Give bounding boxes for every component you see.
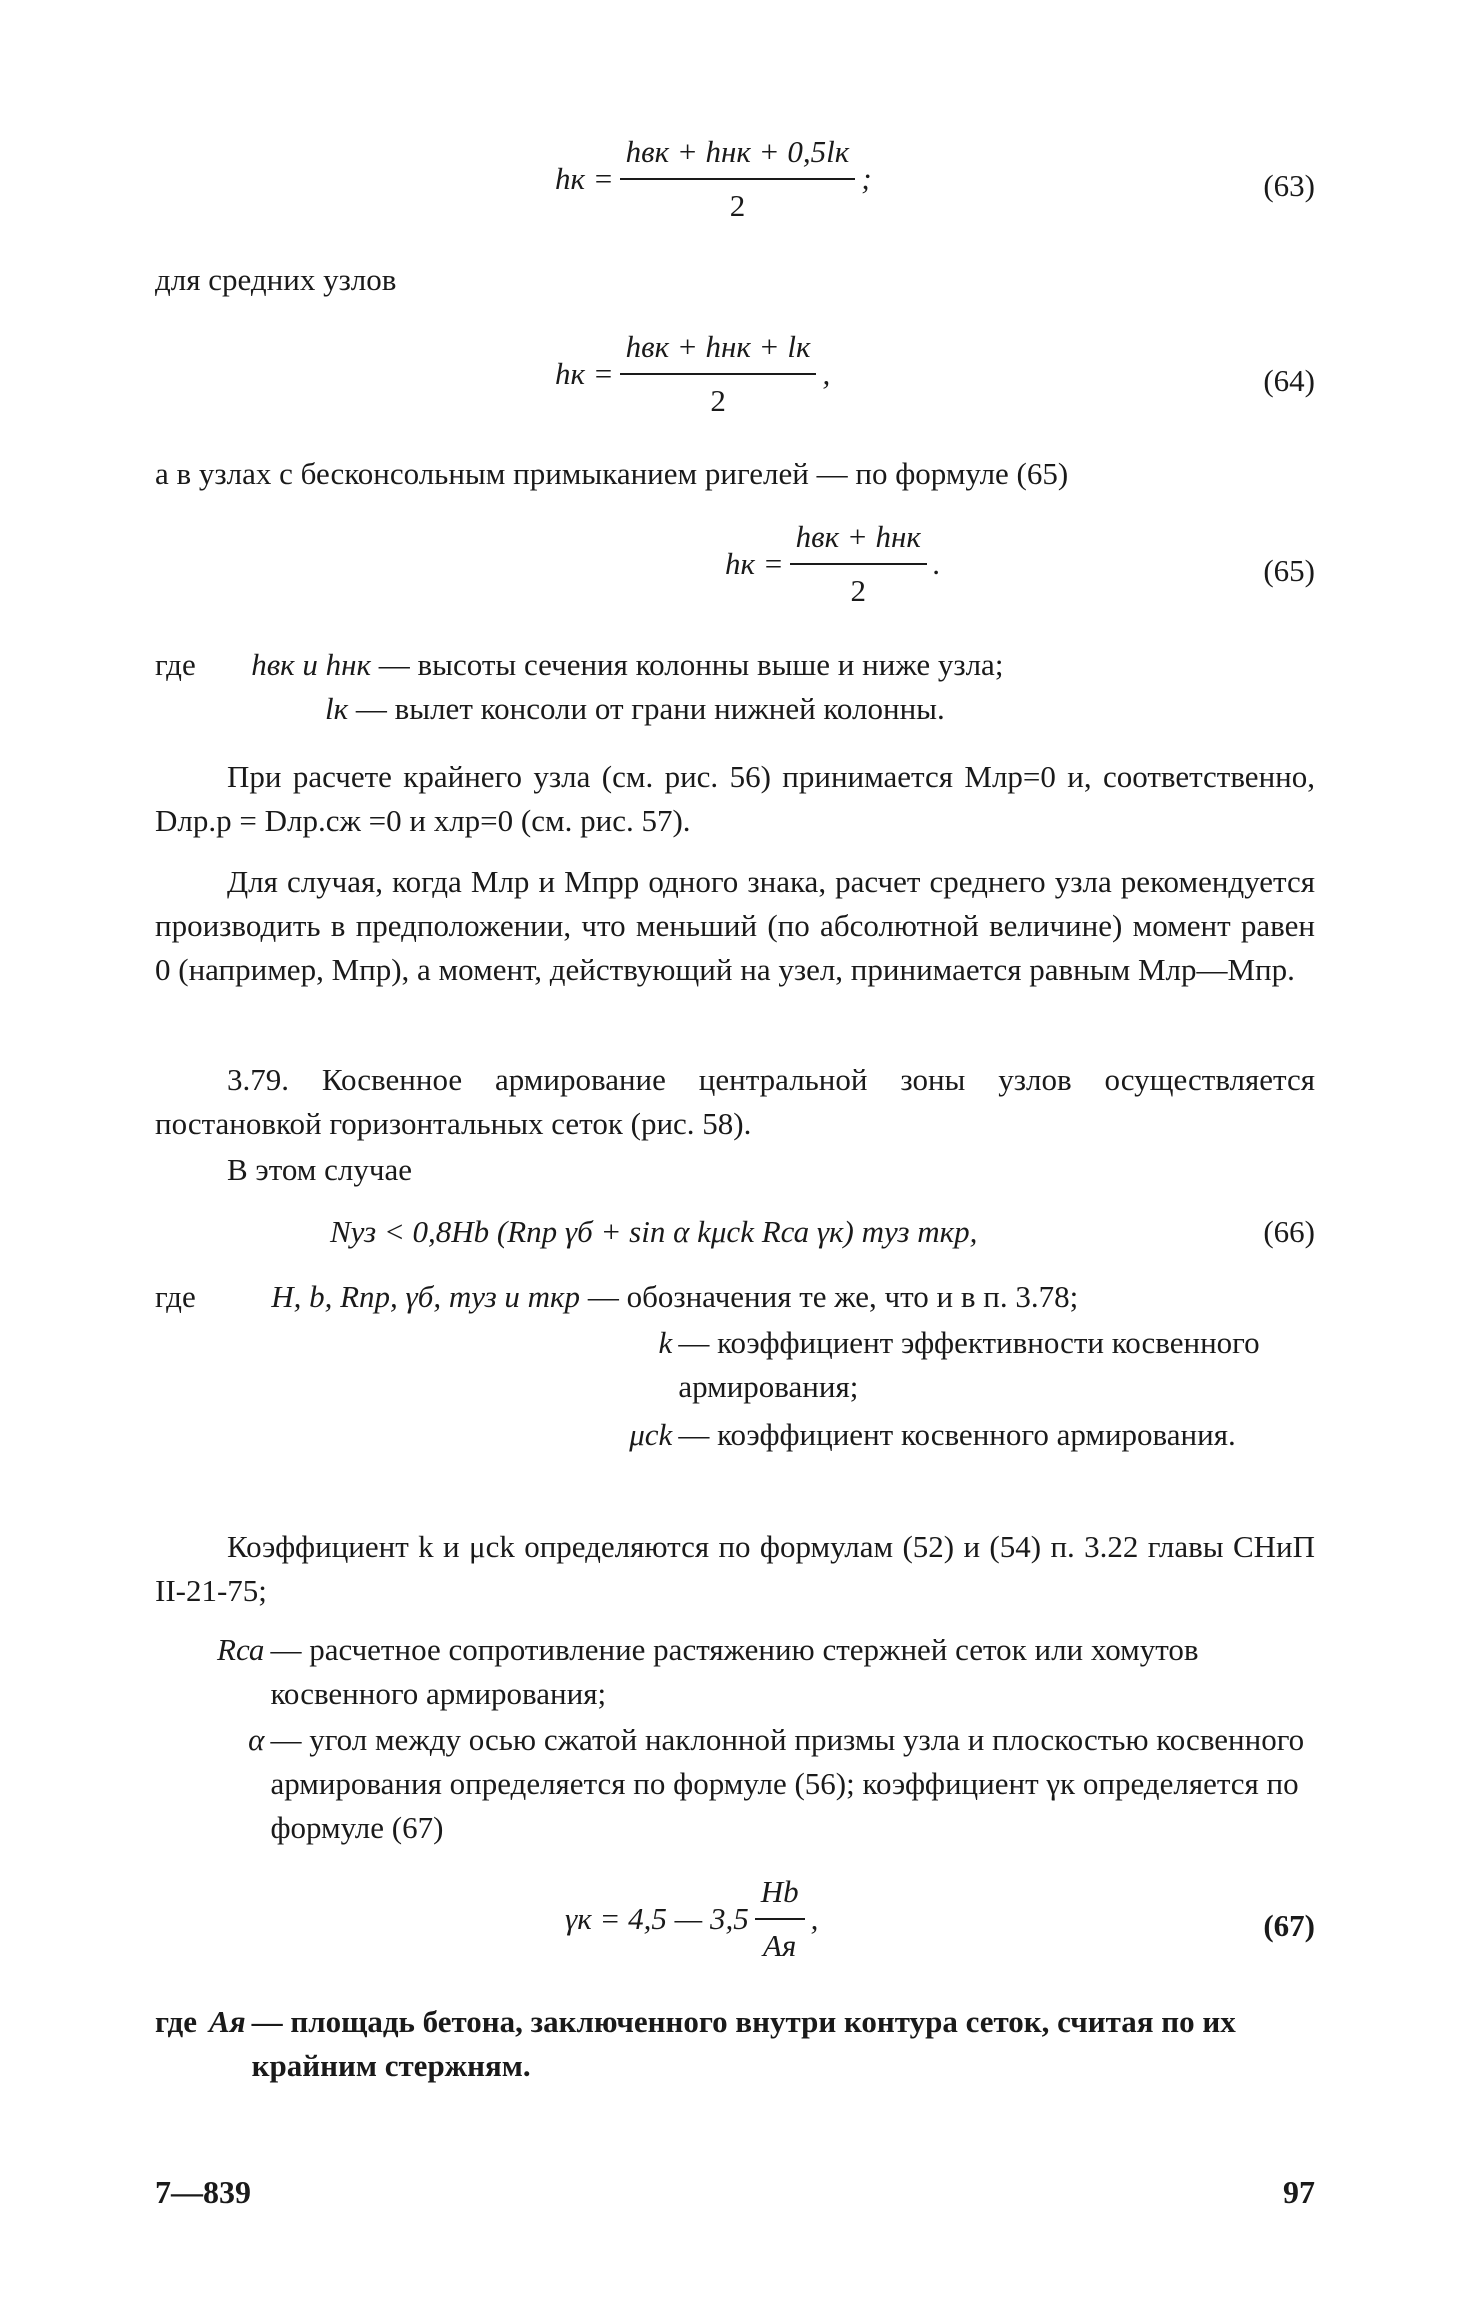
where2-symbol-3: μсk [629, 1417, 673, 1453]
paragraph-coefficients: Коэффициент k и μсk определяются по формулам (52) и (54) п. 3.22 главы СНиП II-21-75; [155, 1529, 1315, 1609]
eq67-lhs: γк = 4,5 — 3,5 [565, 1901, 749, 1936]
def-alpha-symbol: α [248, 1722, 265, 1757]
eq65-denominator: 2 [850, 573, 867, 609]
text-mid-nodes: для средних узлов [155, 262, 397, 297]
where3-text: — площадь бетона, заключенного внутри контура сеток, считая по их крайним стержням. [251, 2004, 1236, 2084]
paragraph-3-79: 3.79. Косвенное армирование центральной зоны узлов осуществляется постановкой горизонтальных сеток (рис. 58). [155, 1062, 1315, 1142]
eq65-numerator: hвк + hнк [790, 515, 927, 565]
where2-text-1: — обозначения те же, что и в п. 3.78; [587, 1279, 1079, 1314]
eq63-denominator: 2 [729, 188, 746, 224]
eq64-tail: , [822, 356, 831, 391]
eq65-tail: . [932, 546, 941, 581]
where2-text-2: — коэффициент эффективности косвенного армирования; [678, 1325, 1260, 1405]
eq63-numerator: hвк + hнк + 0,5lк [620, 130, 856, 180]
definition-Rc [155, 1628, 1315, 1716]
eq67-denominator: Aя [762, 1928, 797, 1964]
eq66-number: (66) [1263, 1214, 1315, 1249]
where1-symbol-1: hвк и hнк [251, 647, 372, 682]
legend-heights [155, 643, 1315, 731]
where2-symbol-2: k [658, 1325, 673, 1361]
paragraph-this-case: В этом случае [227, 1152, 412, 1187]
equation-67 [155, 1870, 1315, 1980]
eq64-lhs: hк = [555, 356, 614, 391]
eq67-fraction [755, 1870, 805, 1968]
eq65-fraction [790, 515, 927, 613]
def-alpha-text: — угол между осью сжатой наклонной призмы узла и плоскостью косвенного армирования определяется по формуле (56); коэффициент γк определяется по формуле (67) [270, 1722, 1305, 1846]
eq63-fraction [620, 130, 856, 228]
def-Rc-text: — расчетное сопротивление растяжению стержней сеток или хомутов косвенного армирования; [270, 1632, 1199, 1712]
legend-eq66 [155, 1275, 1315, 1457]
paragraph-same-sign: Для случая, когда Mлр и Mпрр одного знака, расчет среднего узла рекомендуется производить в предположении, что меньший (по абсолютной величине) момент равен 0 (например, Mпр), а момент, действующий на узел, принимается равным Mлр—Mпр. [155, 864, 1315, 988]
where1-text-1: — высоты сечения колонны выше и ниже узла; [378, 647, 1004, 682]
def-Rc-symbol: Rса [217, 1632, 265, 1667]
eq64-numerator: hвк + hнк + lк [620, 325, 817, 375]
equation-64 [155, 325, 1315, 435]
where2-symbol-1: H, b, Rпр, γб, mуз и mкр [271, 1279, 581, 1314]
where3-symbol: Aя [208, 2004, 246, 2039]
eq65-lhs: hк = [725, 546, 784, 581]
eq64-number: (64) [1263, 363, 1315, 398]
eq65-number: (65) [1263, 553, 1315, 588]
eq67-tail: , [810, 1901, 819, 1936]
eq63-number: (63) [1263, 168, 1315, 203]
eq63-lhs: hк = [555, 161, 614, 196]
eq67-number: (67) [1263, 1908, 1315, 1943]
eq64-fraction [620, 325, 817, 423]
where2-word: где [155, 1279, 196, 1314]
eq67-numerator: Hb [755, 1870, 805, 1920]
definition-alpha [155, 1718, 1315, 1850]
equation-65 [155, 515, 1315, 625]
where1-symbol-2: lк [325, 691, 349, 727]
paragraph-extreme-node: При расчете крайнего узла (см. рис. 56) принимается Mлр=0 и, соответственно, Dлр.р = Dлр.сж =0 и xлр=0 (см. рис. 57). [155, 759, 1315, 839]
where3-word: где [155, 2004, 197, 2039]
equation-63 [155, 130, 1315, 240]
eq63-tail: ; [861, 161, 872, 196]
text-beskons: а в узлах с бесконсольным примыканием ригелей — по формуле (65) [155, 456, 1069, 491]
page-footer [155, 2170, 1315, 2215]
footer-signature: 7—839 [155, 2174, 251, 2210]
where1-text-2: — вылет консоли от грани нижней колонны. [355, 691, 945, 727]
page-number: 97 [1283, 2174, 1315, 2210]
eq66-body: Nуз < 0,8Hb (Rпр γб + sin α kμсk Rса γк) mуз mкр, [330, 1214, 978, 1249]
where2-text-3: — коэффициент косвенного армирования. [678, 1417, 1236, 1453]
legend-eq67 [155, 2000, 1315, 2088]
eq64-denominator: 2 [710, 383, 726, 419]
where1-word: где [155, 647, 196, 682]
equation-66 [155, 1210, 1315, 1270]
